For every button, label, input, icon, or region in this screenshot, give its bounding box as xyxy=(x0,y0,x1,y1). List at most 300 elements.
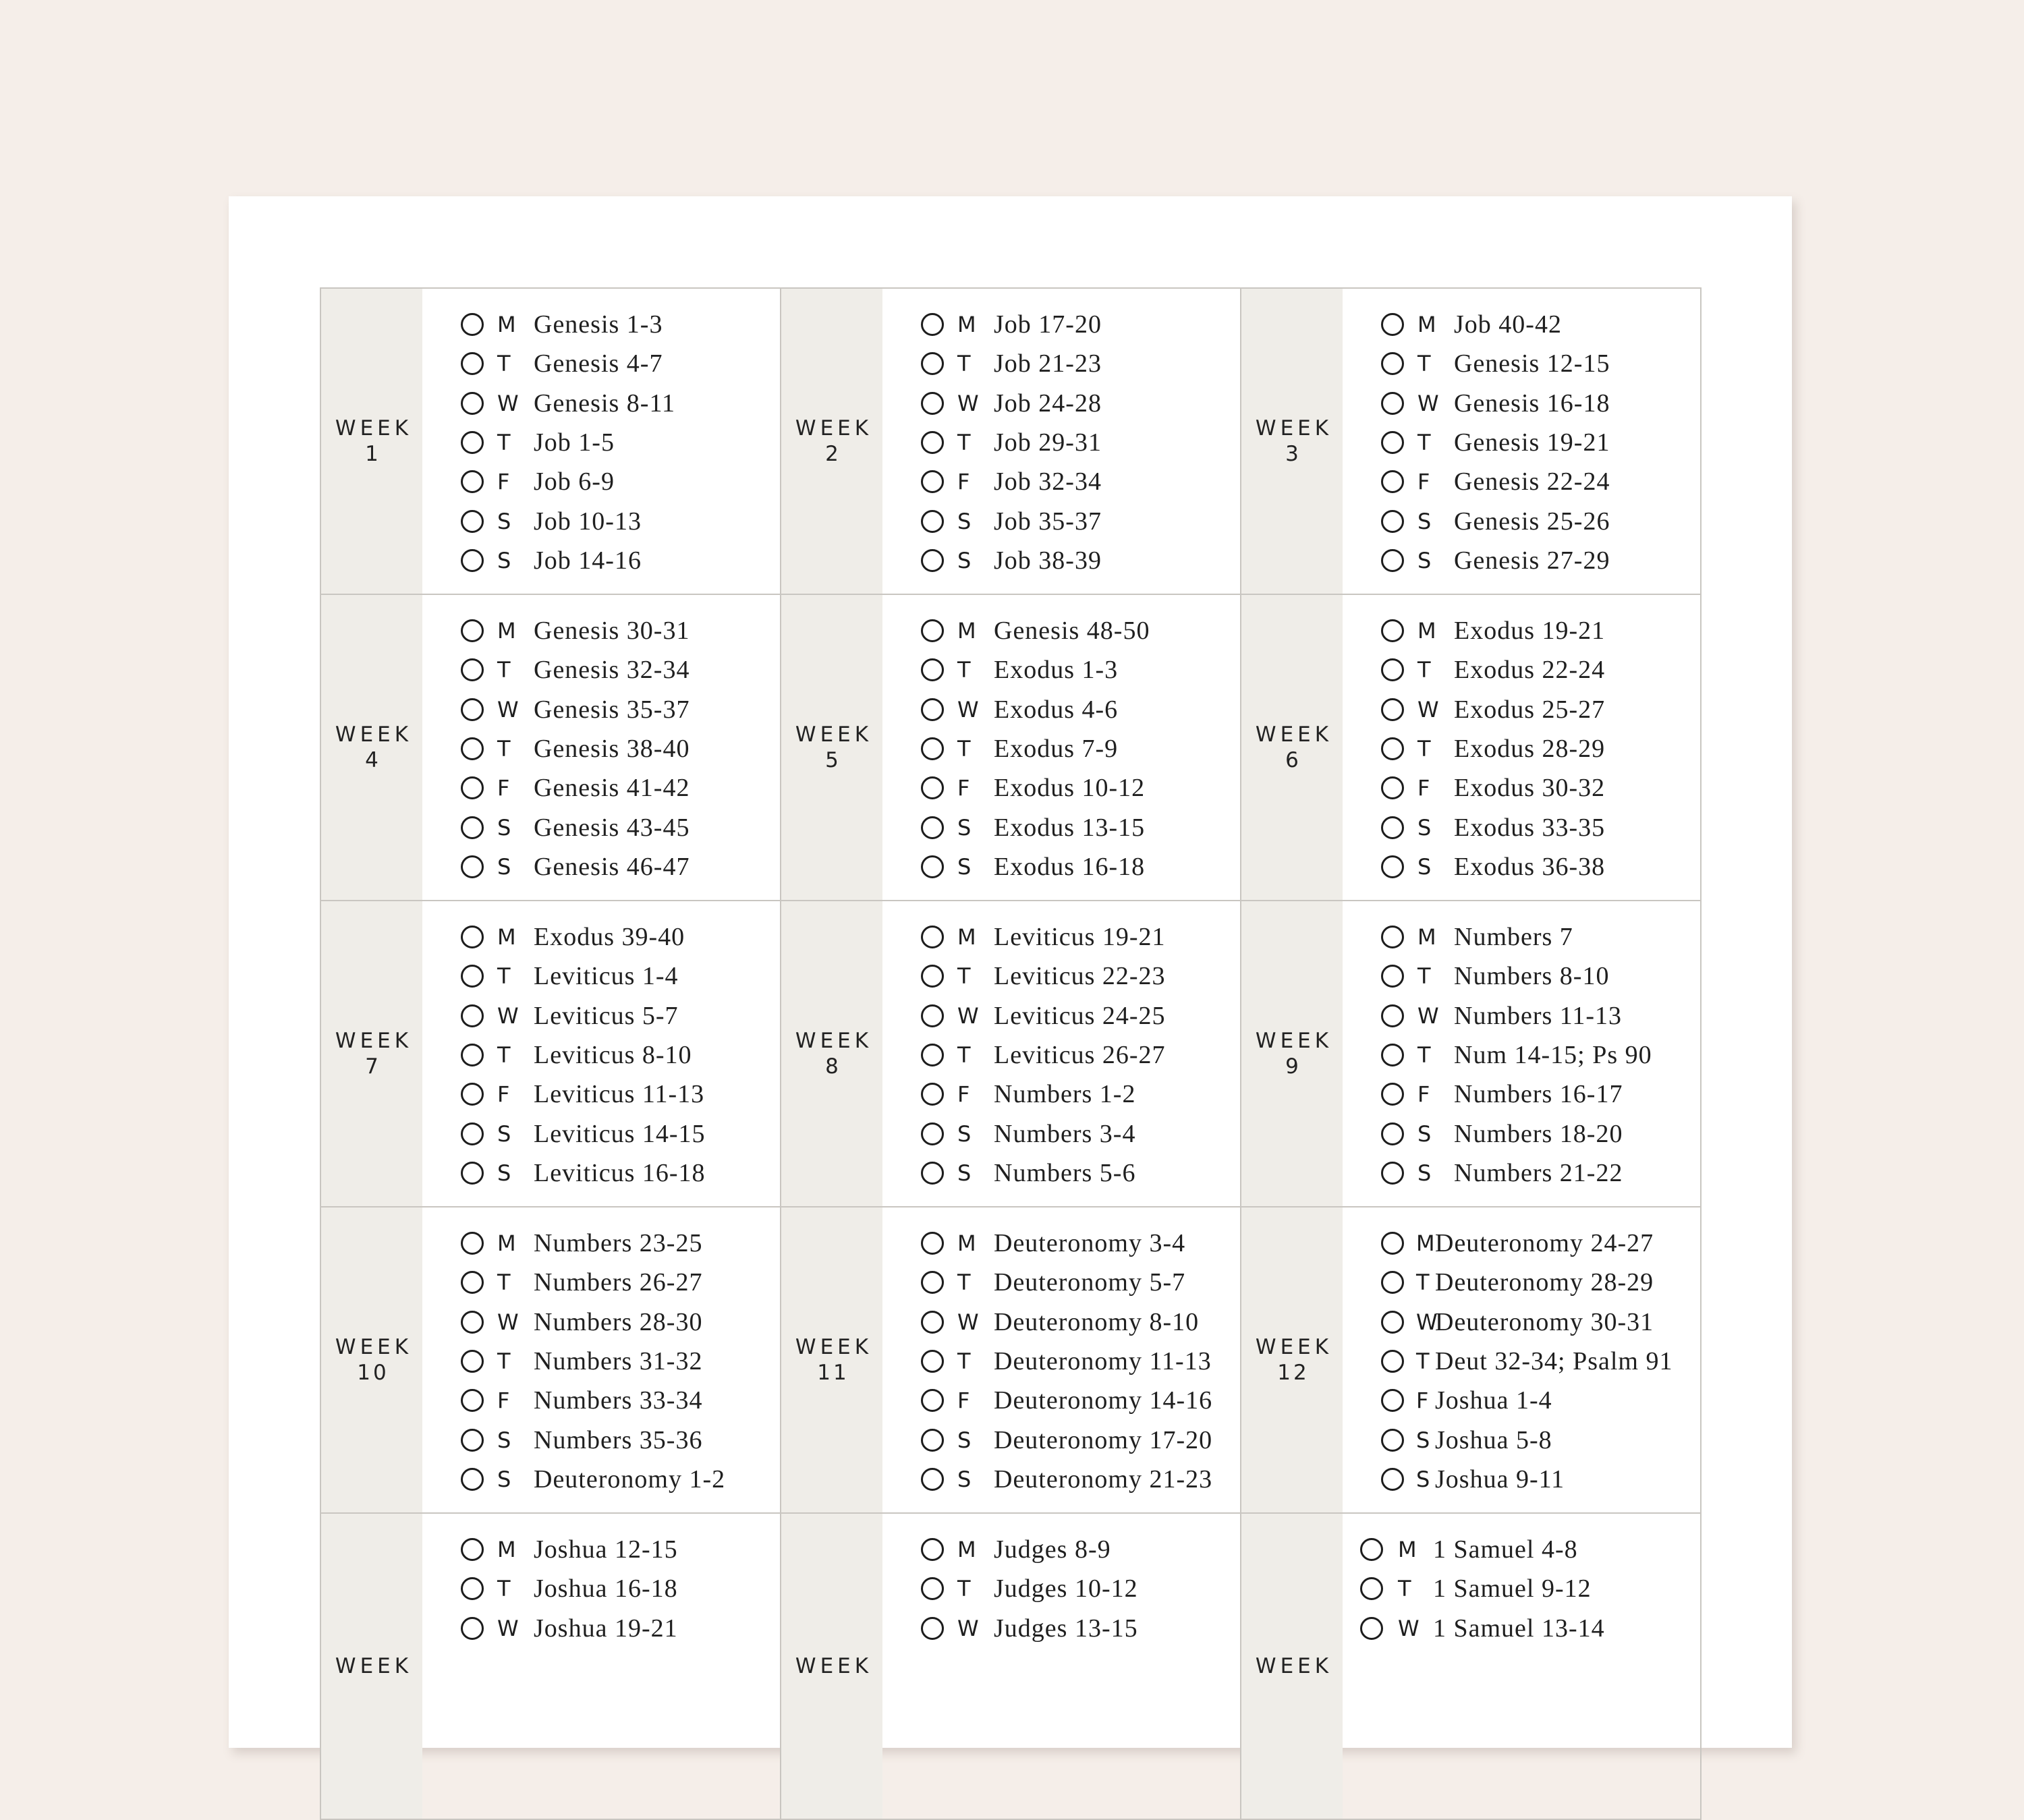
day-letter: M xyxy=(1416,1230,1435,1257)
reading-passage: Joshua 19-21 xyxy=(534,1614,678,1643)
day-letter: F xyxy=(1417,775,1430,801)
day-item xyxy=(921,1303,1212,1342)
checkbox-circle[interactable] xyxy=(461,737,484,760)
day-list xyxy=(1343,1207,1672,1512)
week-label xyxy=(781,1514,882,1819)
reading-passage: Deuteronomy 17-20 xyxy=(994,1425,1213,1454)
checkbox-circle[interactable] xyxy=(921,698,944,721)
day-letter: M xyxy=(497,1537,516,1563)
day-letter: S xyxy=(957,1427,972,1453)
day-item xyxy=(921,1263,1212,1302)
checkbox-circle[interactable] xyxy=(461,1004,484,1027)
day-item xyxy=(1381,541,1610,580)
day-letter: S xyxy=(497,547,511,573)
day-item xyxy=(921,957,1166,996)
reading-passage: Job 24-28 xyxy=(994,389,1102,418)
day-letter: T xyxy=(957,736,971,762)
checkbox-circle[interactable] xyxy=(921,1083,944,1106)
checkbox-circle[interactable] xyxy=(921,1271,944,1294)
week-number: 4 xyxy=(365,748,381,772)
reading-passage: Exodus 7-9 xyxy=(994,735,1119,764)
checkbox-circle[interactable] xyxy=(921,1429,944,1452)
week-label xyxy=(781,289,882,594)
day-item xyxy=(461,1609,678,1648)
day-item xyxy=(1360,1609,1605,1648)
reading-passage: Exodus 16-18 xyxy=(994,852,1146,881)
day-letter: S xyxy=(1417,1120,1432,1147)
checkbox-circle[interactable] xyxy=(461,1389,484,1412)
day-item xyxy=(921,611,1150,650)
day-letter: W xyxy=(1417,390,1439,416)
checkbox-circle[interactable] xyxy=(461,431,484,454)
day-letter: F xyxy=(1417,469,1430,495)
day-item xyxy=(1381,1460,1672,1499)
day-letter: F xyxy=(497,1388,510,1414)
reading-passage: Leviticus 8-10 xyxy=(534,1041,692,1070)
week-label xyxy=(321,289,422,594)
checkbox-circle[interactable] xyxy=(921,1538,944,1561)
week-word: WEEK xyxy=(795,722,873,747)
day-item xyxy=(921,501,1102,540)
reading-passage: Exodus 13-15 xyxy=(994,813,1146,842)
week-number: 1 xyxy=(365,442,381,466)
week-word: WEEK xyxy=(335,416,413,440)
day-letter: M xyxy=(497,1230,516,1257)
reading-passage: Genesis 46-47 xyxy=(534,852,690,881)
week-word: WEEK xyxy=(1255,1335,1333,1359)
checkbox-circle[interactable] xyxy=(921,1468,944,1491)
day-letter: F xyxy=(957,775,970,801)
week-cell xyxy=(1241,901,1702,1207)
day-item xyxy=(921,1342,1212,1381)
checkbox-circle[interactable] xyxy=(1381,392,1404,415)
checkbox-circle[interactable] xyxy=(1360,1617,1383,1640)
reading-passage: Leviticus 14-15 xyxy=(534,1119,706,1148)
reading-passage: Job 10-13 xyxy=(534,507,642,536)
day-item xyxy=(1381,344,1610,383)
week-number: 6 xyxy=(1285,748,1301,772)
checkbox-circle[interactable] xyxy=(921,313,944,336)
checkbox-circle[interactable] xyxy=(921,855,944,878)
checkbox-circle[interactable] xyxy=(461,392,484,415)
checkbox-circle[interactable] xyxy=(921,816,944,839)
day-item xyxy=(1381,1224,1672,1263)
checkbox-circle[interactable] xyxy=(921,549,944,572)
reading-passage: Numbers 16-17 xyxy=(1454,1080,1623,1109)
checkbox-circle[interactable] xyxy=(1381,619,1404,642)
reading-passage: Deuteronomy 24-27 xyxy=(1435,1229,1654,1258)
checkbox-circle[interactable] xyxy=(921,1122,944,1145)
reading-passage: Genesis 48-50 xyxy=(994,617,1150,646)
day-item xyxy=(1381,1035,1652,1075)
reading-passage: Deuteronomy 11-13 xyxy=(994,1347,1212,1376)
day-letter: S xyxy=(957,1466,972,1492)
week-label xyxy=(781,1207,882,1512)
day-item xyxy=(1381,1381,1672,1420)
day-letter: W xyxy=(957,390,979,416)
checkbox-circle[interactable] xyxy=(461,549,484,572)
reading-passage: Numbers 28-30 xyxy=(534,1307,703,1336)
day-letter: F xyxy=(1417,1081,1430,1108)
day-item xyxy=(461,462,675,501)
week-label xyxy=(321,901,422,1206)
checkbox-circle[interactable] xyxy=(461,776,484,799)
day-letter: S xyxy=(1417,814,1432,841)
checkbox-circle[interactable] xyxy=(921,392,944,415)
checkbox-circle[interactable] xyxy=(461,1044,484,1067)
reading-passage: Numbers 33-34 xyxy=(534,1386,703,1415)
day-letter: W xyxy=(1417,1002,1439,1029)
checkbox-circle[interactable] xyxy=(461,1122,484,1145)
checkbox-circle[interactable] xyxy=(921,352,944,375)
checkbox-circle[interactable] xyxy=(1381,549,1404,572)
day-letter: T xyxy=(957,657,971,683)
day-letter: W xyxy=(957,1309,979,1335)
checkbox-circle[interactable] xyxy=(921,1004,944,1027)
week-label xyxy=(1241,1514,1343,1819)
checkbox-circle[interactable] xyxy=(921,1162,944,1185)
reading-passage: Job 40-42 xyxy=(1454,310,1562,339)
day-list xyxy=(1343,901,1652,1206)
reading-passage: Joshua 1-4 xyxy=(1435,1386,1552,1415)
day-letter: W xyxy=(497,1615,519,1641)
day-letter: S xyxy=(497,1466,511,1492)
checkbox-circle[interactable] xyxy=(921,1350,944,1373)
checkbox-circle[interactable] xyxy=(1360,1577,1383,1600)
day-item xyxy=(461,1263,725,1302)
day-letter: F xyxy=(497,469,510,495)
checkbox-circle[interactable] xyxy=(1381,510,1404,533)
day-item xyxy=(461,611,690,650)
reading-passage: Exodus 22-24 xyxy=(1454,656,1606,685)
reading-plan-page xyxy=(229,196,1792,1748)
day-letter: S xyxy=(957,508,972,534)
week-number: 10 xyxy=(357,1361,389,1385)
reading-passage: Numbers 1-2 xyxy=(994,1080,1136,1109)
checkbox-circle[interactable] xyxy=(461,1429,484,1452)
week-number: 9 xyxy=(1285,1054,1301,1079)
reading-passage: Numbers 5-6 xyxy=(994,1158,1136,1187)
checkbox-circle[interactable] xyxy=(921,1577,944,1600)
day-letter: W xyxy=(1416,1309,1438,1335)
day-letter: S xyxy=(497,814,511,841)
checkbox-circle[interactable] xyxy=(921,926,944,948)
checkbox-circle[interactable] xyxy=(921,619,944,642)
reading-passage: Deuteronomy 8-10 xyxy=(994,1307,1200,1336)
week-word: WEEK xyxy=(795,1654,873,1678)
day-item xyxy=(921,344,1102,383)
day-item xyxy=(461,1303,725,1342)
reading-passage: Deuteronomy 3-4 xyxy=(994,1229,1186,1258)
day-letter: S xyxy=(1417,1160,1432,1186)
checkbox-circle[interactable] xyxy=(1381,965,1404,988)
checkbox-circle[interactable] xyxy=(461,1350,484,1373)
reading-passage: Judges 8-9 xyxy=(994,1535,1111,1564)
reading-passage: Exodus 4-6 xyxy=(994,695,1119,724)
day-letter: F xyxy=(957,1388,970,1414)
checkbox-circle[interactable] xyxy=(461,352,484,375)
checkbox-circle[interactable] xyxy=(1381,1162,1404,1185)
reading-passage: Genesis 25-26 xyxy=(1454,507,1610,536)
checkbox-circle[interactable] xyxy=(461,1271,484,1294)
checkbox-circle[interactable] xyxy=(461,470,484,493)
checkbox-circle[interactable] xyxy=(461,698,484,721)
checkbox-circle[interactable] xyxy=(921,470,944,493)
checkbox-circle[interactable] xyxy=(1381,1389,1404,1412)
reading-passage: Genesis 19-21 xyxy=(1454,428,1610,457)
day-letter: T xyxy=(957,430,971,456)
day-item xyxy=(1381,305,1610,344)
week-label xyxy=(1241,1207,1343,1512)
reading-passage: Exodus 1-3 xyxy=(994,656,1119,685)
day-item xyxy=(1381,996,1652,1035)
day-letter: S xyxy=(497,508,511,534)
day-item xyxy=(921,1381,1212,1420)
reading-passage: Exodus 19-21 xyxy=(1454,617,1606,646)
day-letter: S xyxy=(1416,1466,1430,1492)
checkbox-circle[interactable] xyxy=(1381,1350,1404,1373)
checkbox-circle[interactable] xyxy=(461,1232,484,1255)
day-item xyxy=(461,1381,725,1420)
day-item xyxy=(921,541,1102,580)
week-cell xyxy=(781,289,1241,595)
week-label xyxy=(321,595,422,900)
week-word: WEEK xyxy=(335,1029,413,1053)
checkbox-circle[interactable] xyxy=(461,1577,484,1600)
day-letter: W xyxy=(1417,696,1439,722)
reading-passage: Exodus 33-35 xyxy=(1454,813,1606,842)
day-item xyxy=(1381,501,1610,540)
day-letter: M xyxy=(1417,924,1436,950)
day-item xyxy=(461,1224,725,1263)
week-cell xyxy=(321,595,781,901)
week-label xyxy=(1241,289,1343,594)
day-list xyxy=(1343,1514,1605,1819)
checkbox-circle[interactable] xyxy=(1381,1271,1404,1294)
day-item xyxy=(461,1114,706,1153)
day-letter: T xyxy=(957,1576,971,1602)
checkbox-circle[interactable] xyxy=(461,926,484,948)
day-letter: W xyxy=(497,1309,519,1335)
checkbox-circle[interactable] xyxy=(1381,1232,1404,1255)
day-item xyxy=(461,501,675,540)
day-item xyxy=(1381,1263,1672,1302)
checkbox-circle[interactable] xyxy=(1381,855,1404,878)
reading-passage: Deut 32-34; Psalm 91 xyxy=(1435,1347,1673,1376)
day-item xyxy=(1381,384,1610,423)
day-list xyxy=(1343,595,1605,900)
day-letter: T xyxy=(1417,1042,1431,1069)
day-item xyxy=(461,384,675,423)
reading-passage: Genesis 41-42 xyxy=(534,774,690,803)
reading-passage: Genesis 8-11 xyxy=(534,389,676,418)
checkbox-circle[interactable] xyxy=(921,1311,944,1334)
checkbox-circle[interactable] xyxy=(1381,470,1404,493)
checkbox-circle[interactable] xyxy=(921,510,944,533)
day-item xyxy=(461,996,706,1035)
checkbox-circle[interactable] xyxy=(1360,1538,1383,1561)
weekly-reading-grid xyxy=(320,287,1702,1820)
reading-passage: Genesis 32-34 xyxy=(534,656,690,685)
checkbox-circle[interactable] xyxy=(1381,1311,1404,1334)
reading-passage: Leviticus 24-25 xyxy=(994,1001,1166,1030)
week-number: 11 xyxy=(817,1361,849,1385)
day-item xyxy=(461,1075,706,1114)
checkbox-circle[interactable] xyxy=(1381,737,1404,760)
checkbox-circle[interactable] xyxy=(1381,658,1404,681)
checkbox-circle[interactable] xyxy=(1381,776,1404,799)
week-number: 12 xyxy=(1277,1361,1310,1385)
checkbox-circle[interactable] xyxy=(1381,313,1404,336)
day-item xyxy=(921,423,1102,462)
reading-passage: Deuteronomy 30-31 xyxy=(1435,1307,1654,1336)
day-item xyxy=(921,1224,1212,1263)
day-letter: S xyxy=(1417,547,1432,573)
checkbox-circle[interactable] xyxy=(461,1468,484,1491)
checkbox-circle[interactable] xyxy=(461,1083,484,1106)
week-cell xyxy=(781,1207,1241,1514)
day-item xyxy=(921,690,1150,729)
day-letter: S xyxy=(1416,1427,1430,1453)
day-item xyxy=(921,1114,1166,1153)
week-word: WEEK xyxy=(795,416,873,440)
checkbox-circle[interactable] xyxy=(461,1538,484,1561)
checkbox-circle[interactable] xyxy=(461,855,484,878)
checkbox-circle[interactable] xyxy=(921,965,944,988)
reading-passage: Joshua 9-11 xyxy=(1435,1464,1565,1494)
day-item xyxy=(1381,1075,1652,1114)
checkbox-circle[interactable] xyxy=(461,1617,484,1640)
checkbox-circle[interactable] xyxy=(1381,1468,1404,1491)
day-item xyxy=(461,1035,706,1075)
day-item xyxy=(921,1569,1138,1608)
checkbox-circle[interactable] xyxy=(461,816,484,839)
week-cell xyxy=(1241,1514,1702,1820)
reading-passage: Numbers 26-27 xyxy=(534,1268,703,1297)
checkbox-circle[interactable] xyxy=(1381,352,1404,375)
checkbox-circle[interactable] xyxy=(921,1389,944,1412)
day-letter: T xyxy=(497,963,511,990)
day-list xyxy=(1343,289,1610,594)
day-item xyxy=(921,305,1102,344)
checkbox-circle[interactable] xyxy=(461,1162,484,1185)
week-cell xyxy=(781,595,1241,901)
week-label xyxy=(321,1207,422,1512)
day-letter: F xyxy=(497,775,510,801)
day-letter: F xyxy=(1416,1388,1429,1414)
day-letter: T xyxy=(957,963,971,990)
day-letter: T xyxy=(497,736,511,762)
checkbox-circle[interactable] xyxy=(1381,698,1404,721)
reading-passage: Genesis 35-37 xyxy=(534,695,690,724)
day-letter: T xyxy=(1417,351,1431,377)
checkbox-circle[interactable] xyxy=(461,510,484,533)
checkbox-circle[interactable] xyxy=(1381,431,1404,454)
week-word: WEEK xyxy=(1255,1029,1333,1053)
checkbox-circle[interactable] xyxy=(1381,1122,1404,1145)
checkbox-circle[interactable] xyxy=(461,965,484,988)
checkbox-circle[interactable] xyxy=(1381,1083,1404,1106)
checkbox-circle[interactable] xyxy=(1381,1429,1404,1452)
day-item xyxy=(1381,1303,1672,1342)
week-cell xyxy=(781,901,1241,1207)
checkbox-circle[interactable] xyxy=(461,313,484,336)
day-letter: T xyxy=(957,1270,971,1296)
day-item xyxy=(461,957,706,996)
checkbox-circle[interactable] xyxy=(921,737,944,760)
day-item xyxy=(1360,1569,1605,1608)
day-item xyxy=(921,650,1150,689)
day-letter: T xyxy=(1416,1348,1430,1375)
day-letter: S xyxy=(497,1120,511,1147)
checkbox-circle[interactable] xyxy=(921,431,944,454)
reading-passage: Job 38-39 xyxy=(994,546,1102,575)
checkbox-circle[interactable] xyxy=(921,658,944,681)
reading-passage: 1 Samuel 9-12 xyxy=(1433,1574,1592,1603)
day-list xyxy=(422,289,675,594)
checkbox-circle[interactable] xyxy=(1381,1044,1404,1067)
day-letter: M xyxy=(497,924,516,950)
day-item xyxy=(461,729,690,768)
day-item xyxy=(921,384,1102,423)
checkbox-circle[interactable] xyxy=(461,658,484,681)
week-word: WEEK xyxy=(335,1335,413,1359)
reading-passage: Job 35-37 xyxy=(994,507,1102,536)
checkbox-circle[interactable] xyxy=(921,776,944,799)
day-letter: T xyxy=(957,1042,971,1069)
day-item xyxy=(921,462,1102,501)
day-item xyxy=(461,768,690,807)
week-word: WEEK xyxy=(795,1335,873,1359)
week-cell xyxy=(321,1514,781,1820)
checkbox-circle[interactable] xyxy=(921,1232,944,1255)
day-item xyxy=(921,1530,1138,1569)
reading-passage: Genesis 38-40 xyxy=(534,735,690,764)
checkbox-circle[interactable] xyxy=(1381,816,1404,839)
reading-passage: Leviticus 22-23 xyxy=(994,962,1166,991)
day-item xyxy=(1360,1530,1605,1569)
reading-passage: Judges 10-12 xyxy=(994,1574,1138,1603)
day-letter: T xyxy=(497,1348,511,1375)
day-item xyxy=(1381,1342,1672,1381)
day-letter: M xyxy=(1417,312,1436,338)
checkbox-circle[interactable] xyxy=(1381,1004,1404,1027)
checkbox-circle[interactable] xyxy=(461,619,484,642)
day-list xyxy=(882,901,1166,1206)
day-item xyxy=(921,1420,1212,1459)
week-label xyxy=(321,1514,422,1819)
checkbox-circle[interactable] xyxy=(921,1044,944,1067)
day-letter: W xyxy=(497,696,519,722)
reading-passage: Leviticus 11-13 xyxy=(534,1080,705,1109)
day-list xyxy=(422,1207,725,1512)
day-letter: T xyxy=(1417,736,1431,762)
checkbox-circle[interactable] xyxy=(921,1617,944,1640)
reading-passage: Num 14-15; Ps 90 xyxy=(1454,1041,1652,1070)
reading-passage: Job 14-16 xyxy=(534,546,642,575)
day-letter: S xyxy=(957,1160,972,1186)
day-item xyxy=(461,1530,678,1569)
reading-passage: Numbers 21-22 xyxy=(1454,1158,1623,1187)
day-item xyxy=(921,807,1150,847)
checkbox-circle[interactable] xyxy=(1381,926,1404,948)
week-number: 8 xyxy=(825,1054,841,1079)
checkbox-circle[interactable] xyxy=(461,1311,484,1334)
day-letter: T xyxy=(497,1270,511,1296)
day-list xyxy=(422,1514,678,1819)
day-letter: S xyxy=(957,547,972,573)
day-item xyxy=(921,847,1150,886)
